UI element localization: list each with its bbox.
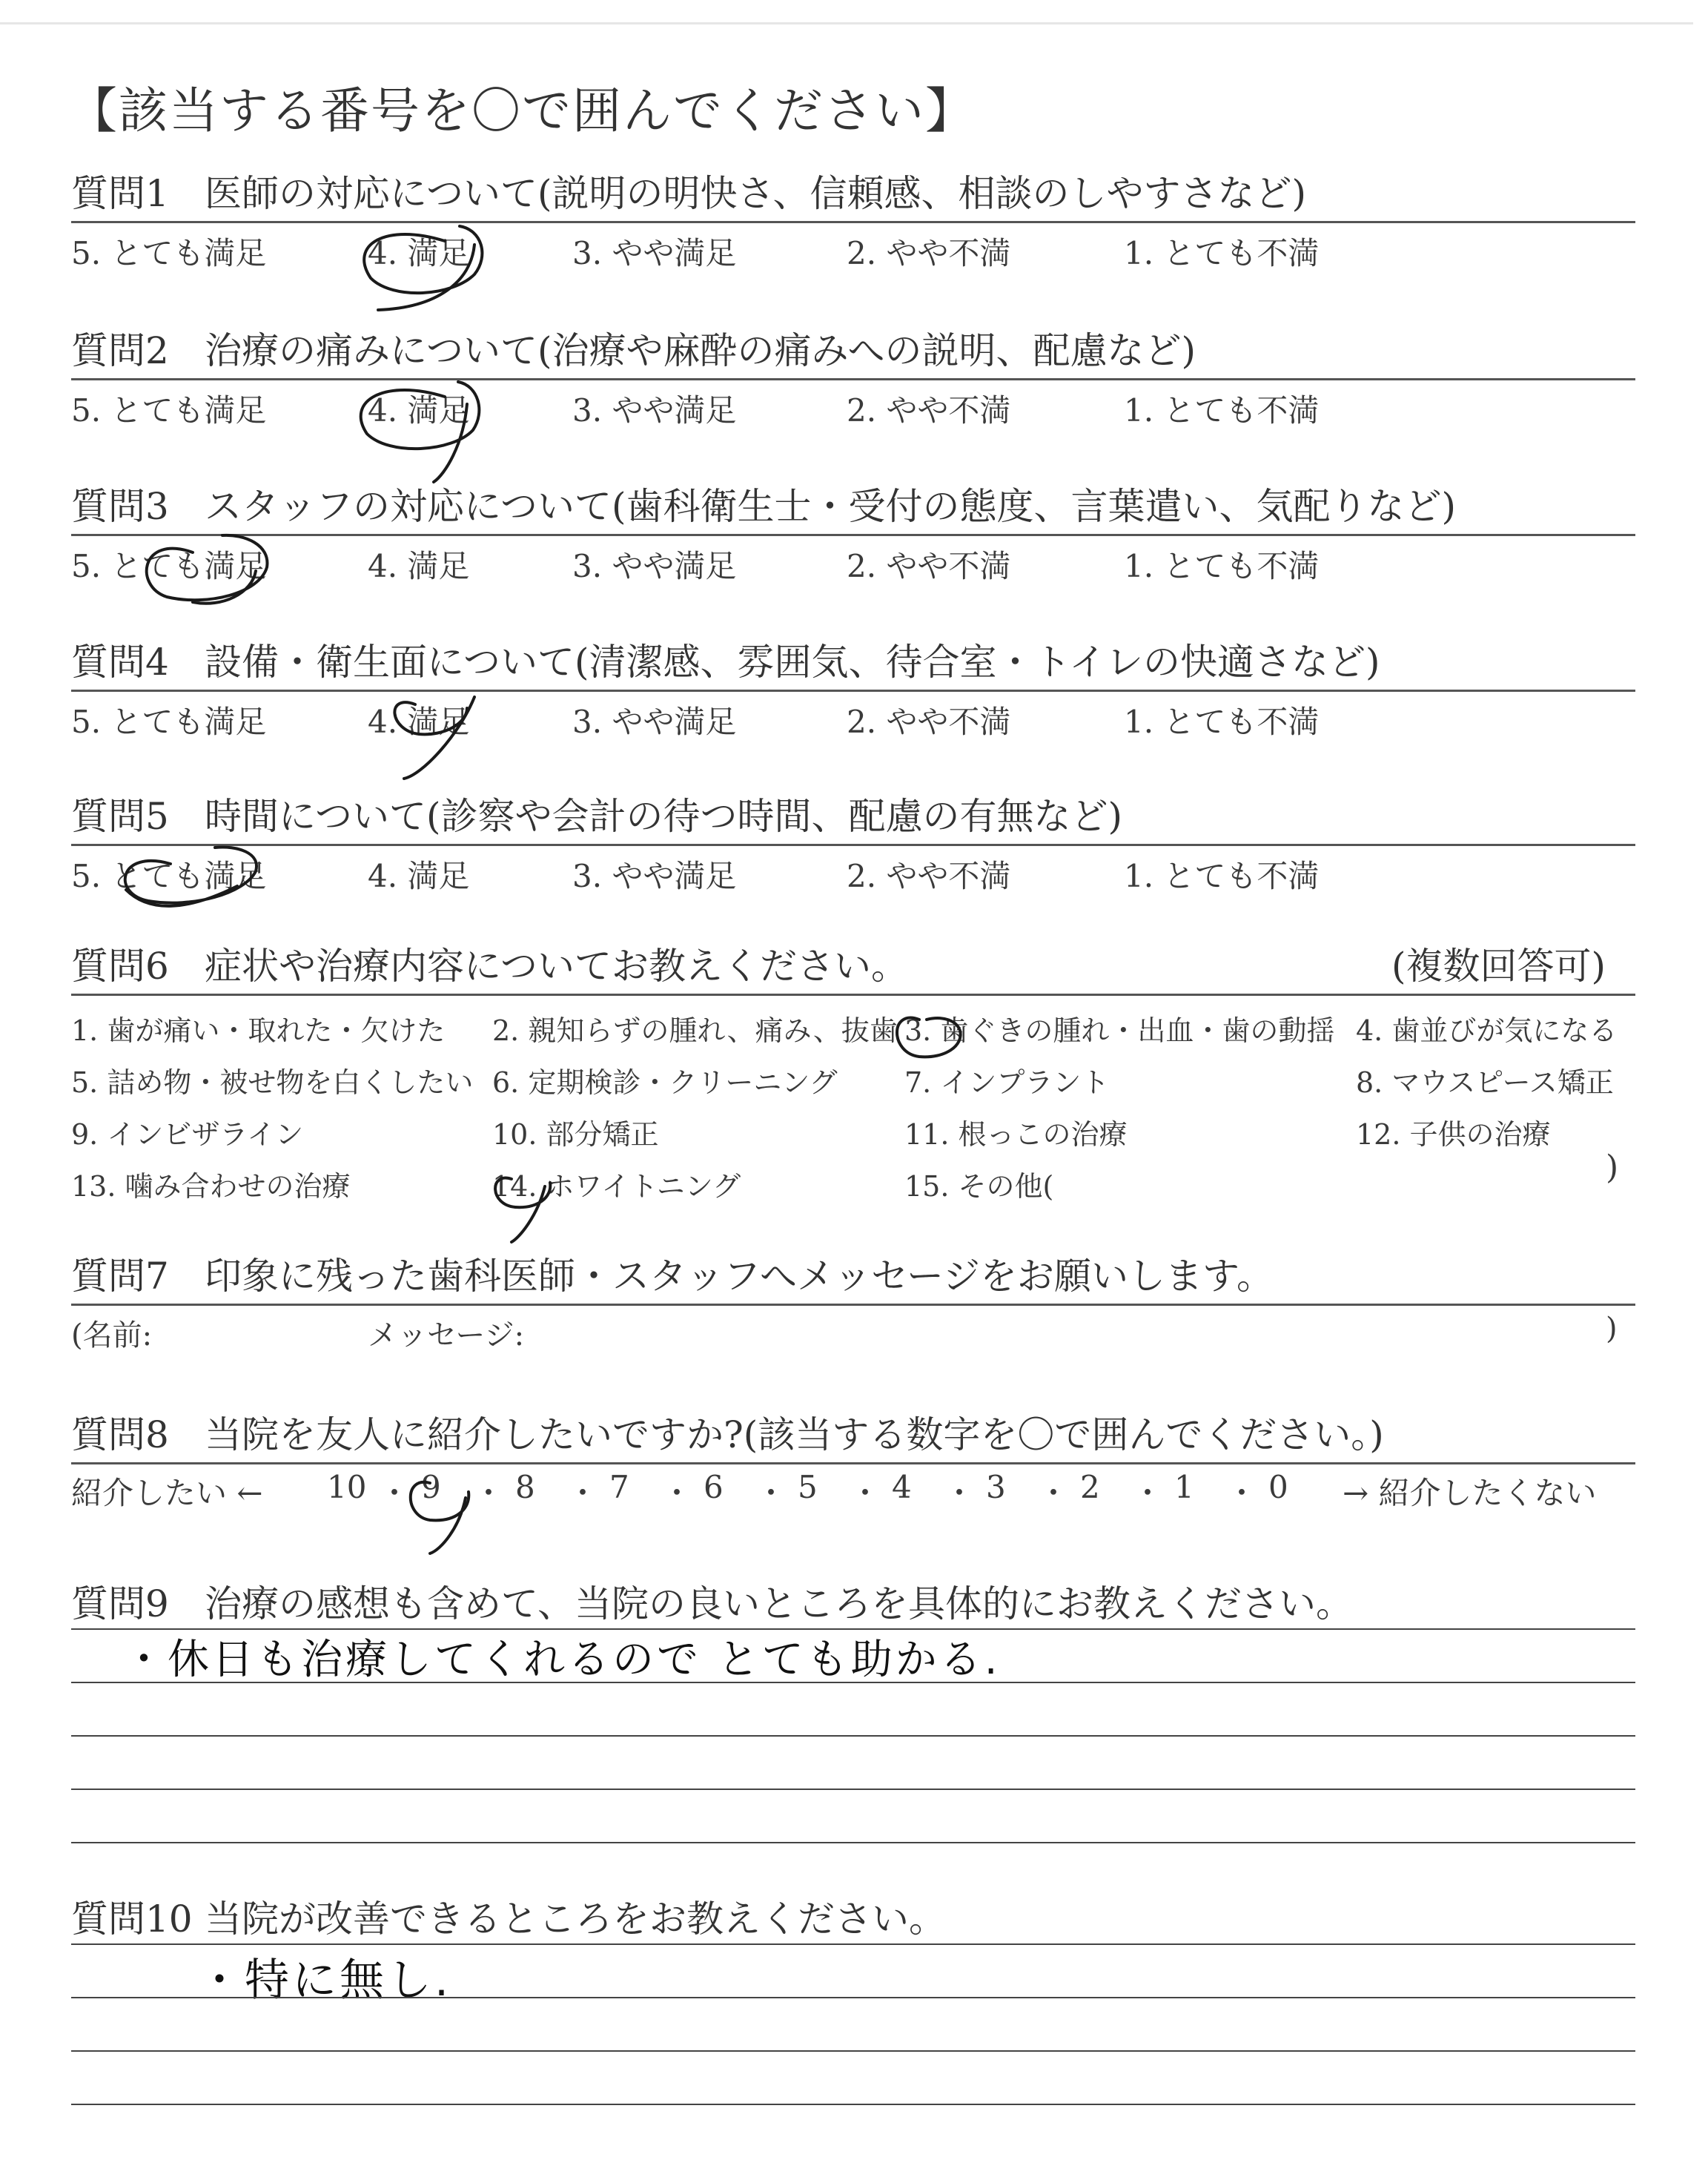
scale-separator: ・	[661, 1475, 693, 1511]
rating-option[interactable]: 3. やや満足	[572, 858, 737, 894]
scale-separator: ・	[1226, 1475, 1258, 1511]
treatment-option[interactable]: 15. その他(	[904, 1170, 1054, 1203]
recommend-scale	[71, 1464, 1635, 1512]
message-close-paren: )	[1606, 1312, 1618, 1346]
question-number: 質問6	[71, 945, 169, 988]
rating-option[interactable]: 4. 満足	[368, 392, 470, 429]
question-9-header	[71, 1579, 1635, 1628]
question-2	[71, 326, 1635, 429]
scale-number[interactable]: 2	[1080, 1469, 1100, 1505]
scale-separator: ・	[755, 1475, 787, 1511]
treatment-option[interactable]: 9. インビザライン	[71, 1118, 304, 1151]
question-text: 当院が改善できるところをお教えください。	[205, 1898, 946, 1941]
question-text: 印象に残った歯科医師・スタッフへメッセージをお願いします。	[205, 1255, 1274, 1298]
scale-number[interactable]: 10	[327, 1469, 367, 1505]
rating-option[interactable]: 3. やや満足	[572, 548, 737, 584]
page-title: 【該当する番号を〇で囲んでください】	[68, 82, 976, 139]
question-text: 設備・衛生面について(清潔感、雰囲気、待合室・トイレの快適さなど)	[205, 641, 1380, 684]
question-number: 質問10	[71, 1898, 193, 1941]
rating-option[interactable]: 1. とても不満	[1124, 548, 1320, 584]
multiple-answer-note: (複数回答可)	[1391, 945, 1606, 988]
answer-line	[71, 1789, 1635, 1842]
rating-options	[71, 692, 1635, 740]
rating-option[interactable]: 5. とても満足	[71, 858, 267, 894]
question-8	[71, 1410, 1635, 1512]
question-10	[71, 1895, 1635, 2157]
rating-option[interactable]: 2. やや不満	[847, 235, 1011, 271]
scale-number[interactable]: 9	[421, 1469, 441, 1505]
scale-separator: ・	[1038, 1475, 1070, 1511]
rating-option[interactable]: 1. とても不満	[1124, 858, 1320, 894]
scale-separator: ・	[850, 1475, 881, 1511]
scale-separator: ・	[473, 1475, 505, 1511]
rating-option[interactable]: 5. とても満足	[71, 548, 267, 584]
treatment-option[interactable]: 3. 歯ぐきの腫れ・出血・歯の動揺	[904, 1014, 1335, 1047]
scale-number[interactable]: 3	[986, 1469, 1006, 1505]
rating-option[interactable]: 2. やや不満	[847, 548, 1011, 584]
scale-number[interactable]: 6	[704, 1469, 724, 1505]
treatment-option[interactable]: 4. 歯並びが気になる	[1356, 1014, 1618, 1047]
other-close-paren: )	[1606, 1149, 1619, 1186]
treatment-option[interactable]: 7. インプラント	[904, 1066, 1110, 1099]
question-7	[71, 1252, 1635, 1353]
question-4	[71, 638, 1635, 740]
handwritten-answer: ・休日も治療してくれるので とても助かる.	[123, 1636, 1001, 1684]
question-6	[71, 942, 1635, 1203]
rating-option[interactable]: 3. やや満足	[572, 392, 737, 429]
treatment-options	[71, 996, 1635, 1203]
rating-option[interactable]: 4. 満足	[368, 235, 470, 271]
treatment-option[interactable]: 6. 定期検診・クリーニング	[492, 1066, 838, 1099]
rating-options	[71, 380, 1635, 429]
answer-line	[71, 1842, 1635, 1895]
top-border	[0, 22, 1693, 24]
answer-line	[71, 1943, 1635, 2007]
rating-option[interactable]: 1. とても不満	[1124, 392, 1320, 429]
rating-option[interactable]: 3. やや満足	[572, 235, 737, 271]
treatment-option[interactable]: 1. 歯が痛い・取れた・欠けた	[71, 1014, 446, 1047]
question-7-header	[71, 1252, 1635, 1301]
question-3	[71, 482, 1635, 584]
rating-options	[71, 846, 1635, 894]
rating-option[interactable]: 5. とても満足	[71, 704, 267, 740]
rating-options	[71, 223, 1635, 271]
treatment-option[interactable]: 2. 親知らずの腫れ、痛み、抜歯	[492, 1014, 898, 1047]
name-label: (名前:	[71, 1318, 153, 1353]
scale-number[interactable]: 5	[798, 1469, 818, 1505]
rating-option[interactable]: 5. とても満足	[71, 235, 267, 271]
question-3-header	[71, 482, 1635, 531]
treatment-option[interactable]: 8. マウスピース矯正	[1356, 1066, 1614, 1099]
rating-option[interactable]: 4. 満足	[368, 704, 470, 740]
scale-right-label: → 紹介したくない	[1343, 1475, 1597, 1511]
question-number: 質問1	[71, 172, 169, 215]
treatment-option[interactable]: 13. 噛み合わせの治療	[71, 1170, 351, 1203]
answer-line	[71, 2050, 1635, 2104]
rating-options	[71, 536, 1635, 584]
question-number: 質問3	[71, 485, 169, 528]
question-8-header	[71, 1410, 1635, 1459]
scale-number[interactable]: 1	[1174, 1469, 1194, 1505]
treatment-option[interactable]: 11. 根っこの治療	[904, 1118, 1128, 1151]
treatment-option[interactable]: 10. 部分矯正	[492, 1118, 659, 1151]
question-number: 質問4	[71, 641, 169, 684]
treatment-option[interactable]: 5. 詰め物・被せ物を白くしたい	[71, 1066, 474, 1099]
rating-option[interactable]: 4. 満足	[368, 548, 470, 584]
question-4-header	[71, 638, 1635, 687]
question-text: 時間について(診察や会計の待つ時間、配慮の有無など)	[205, 795, 1123, 838]
question-2-header	[71, 326, 1635, 375]
answer-line	[71, 2104, 1635, 2157]
question-10-header	[71, 1895, 1635, 1943]
rating-option[interactable]: 1. とても不満	[1124, 235, 1320, 271]
answer-line	[71, 1997, 1635, 2050]
question-1	[71, 169, 1635, 271]
scale-number[interactable]: 8	[515, 1469, 535, 1505]
answer-line	[71, 1682, 1635, 1735]
rating-option[interactable]: 2. やや不満	[847, 704, 1011, 740]
scale-separator: ・	[1132, 1475, 1164, 1511]
question-text: スタッフの対応について(歯科衛生士・受付の態度、言葉遣い、気配りなど)	[205, 485, 1457, 528]
answer-lines	[71, 1943, 1635, 2157]
question-number: 質問8	[71, 1413, 169, 1456]
rating-option[interactable]: 4. 満足	[368, 858, 470, 894]
scale-number[interactable]: 4	[892, 1469, 912, 1505]
message-label: メッセージ:	[368, 1318, 525, 1353]
scale-separator: ・	[567, 1475, 599, 1511]
scale-separator: ・	[944, 1475, 976, 1511]
rating-option[interactable]: 1. とても不満	[1124, 704, 1320, 740]
message-fields	[71, 1306, 1635, 1353]
question-text: 治療の痛みについて(治療や麻酔の痛みへの説明、配慮など)	[205, 329, 1196, 372]
question-number: 質問7	[71, 1255, 169, 1298]
scale-left-label: 紹介したい ←	[71, 1475, 263, 1511]
question-9	[71, 1579, 1635, 1895]
question-5	[71, 792, 1635, 894]
question-text: 医師の対応について(説明の明快さ、信頼感、相談のしやすさなど)	[205, 172, 1307, 215]
answer-line	[71, 1735, 1635, 1789]
question-number: 質問2	[71, 329, 169, 372]
question-number: 質問5	[71, 795, 169, 838]
question-6-header	[71, 942, 1635, 991]
rating-option[interactable]: 5. とても満足	[71, 392, 267, 429]
scale-number[interactable]: 7	[609, 1469, 629, 1505]
scale-separator: ・	[379, 1475, 411, 1511]
scale-number[interactable]: 0	[1268, 1469, 1288, 1505]
question-number: 質問9	[71, 1582, 169, 1625]
answer-lines	[71, 1628, 1635, 1895]
treatment-option[interactable]: 14. ホワイトニング	[492, 1170, 741, 1203]
question-text: 症状や治療内容についてお教えください。	[205, 945, 908, 988]
answer-line	[71, 1628, 1635, 1682]
rating-option[interactable]: 3. やや満足	[572, 704, 737, 740]
question-1-header	[71, 169, 1635, 218]
question-text: 治療の感想も含めて、当院の良いところを具体的にお教えください。	[205, 1582, 1353, 1625]
rating-option[interactable]: 2. やや不満	[847, 392, 1011, 429]
treatment-option[interactable]: 12. 子供の治療	[1356, 1118, 1551, 1151]
rating-option[interactable]: 2. やや不満	[847, 858, 1011, 894]
question-5-header	[71, 792, 1635, 841]
handwritten-answer: ・特に無し.	[197, 1955, 452, 2007]
question-text: 当院を友人に紹介したいですか?(該当する数字を〇で囲んでください。)	[205, 1413, 1384, 1456]
